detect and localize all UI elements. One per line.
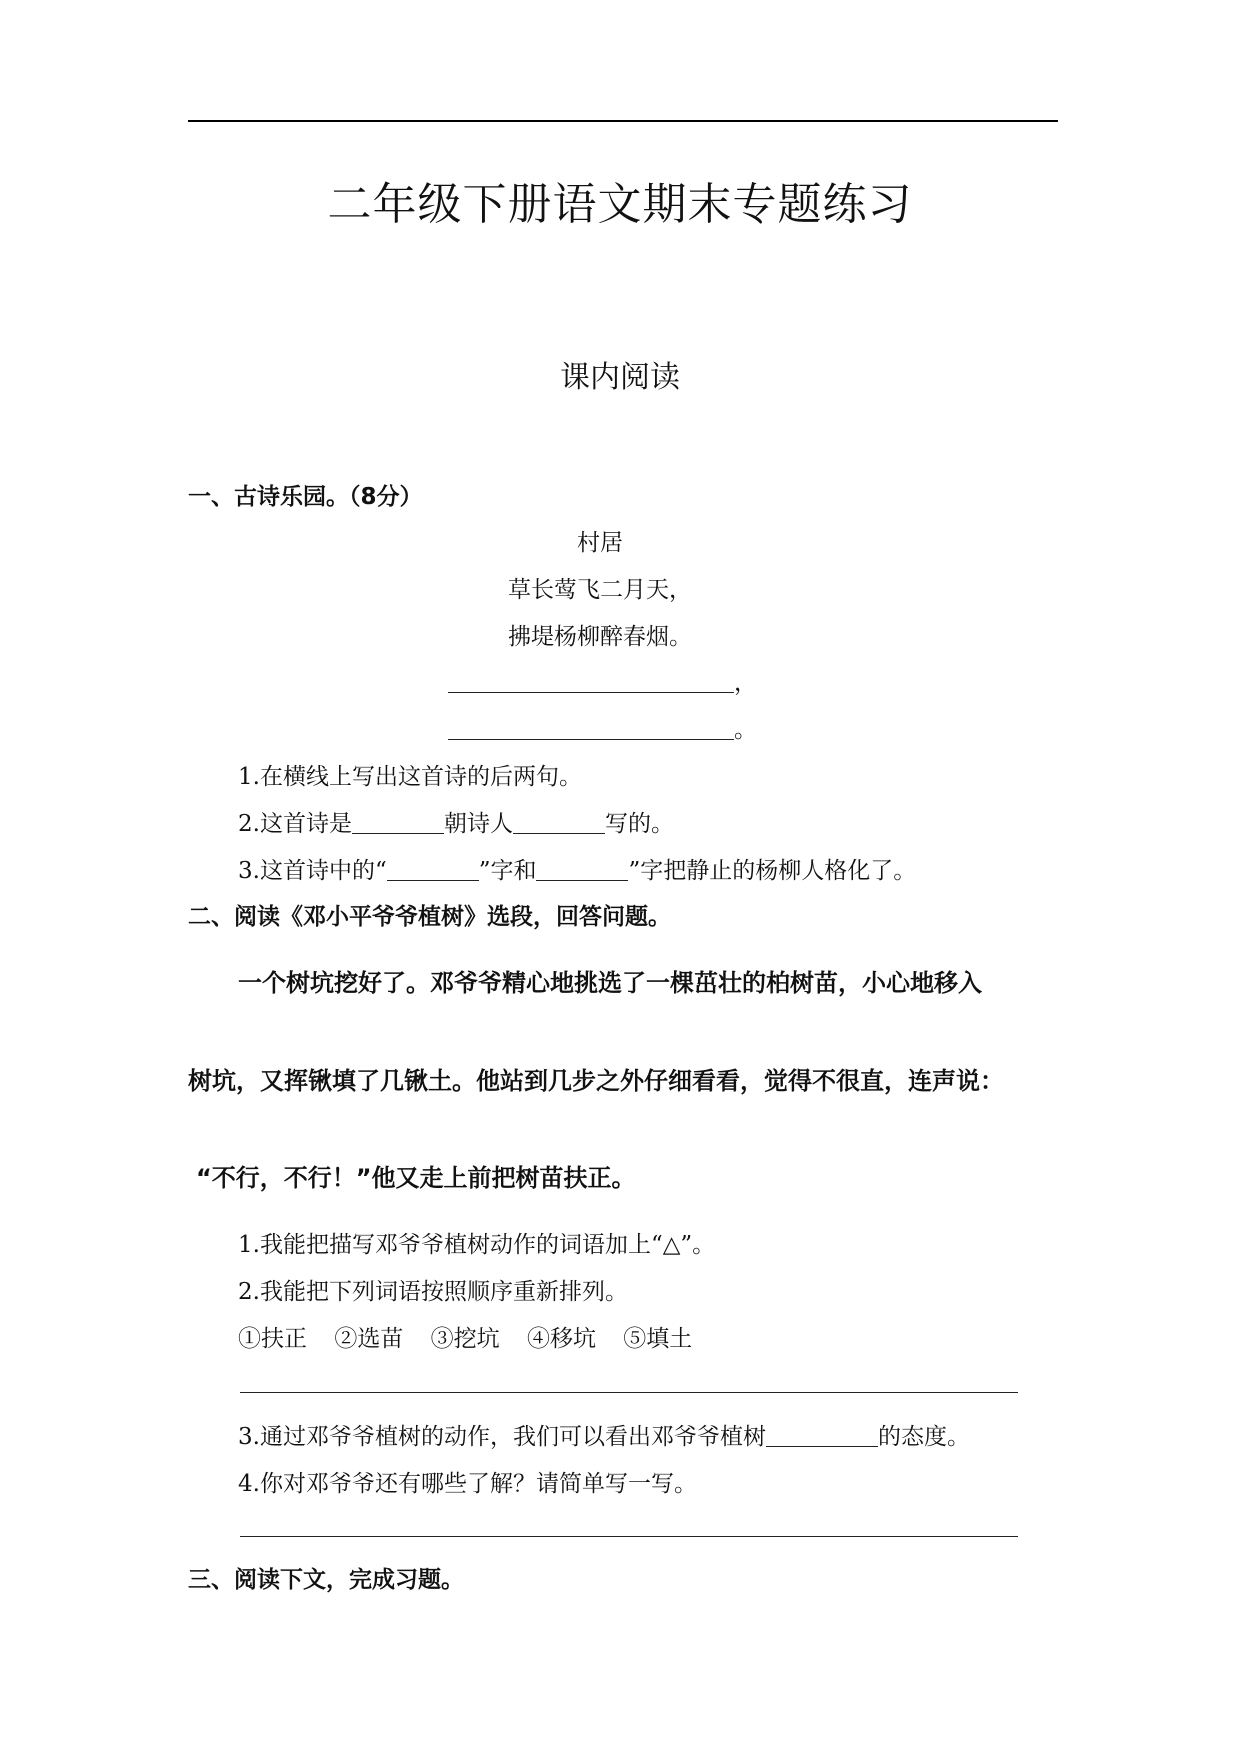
s1-q3-text-c: ”字把静止的杨柳人格化了。 (628, 858, 917, 884)
word-options (238, 1320, 692, 1353)
page-title: 二年级下册语文期末专题练习 (327, 179, 913, 230)
poem-blank-2[interactable] (448, 739, 734, 740)
s1-question-2 (238, 805, 674, 838)
s1-q3-text-a: 3.这首诗中的“ (238, 858, 387, 884)
poem-line-3 (448, 664, 757, 697)
option-4: ④移坑 (526, 1326, 596, 1352)
s1-q2-text-b: 朝诗人 (443, 811, 513, 837)
s1-q2-text-a: 2.这首诗是 (238, 811, 352, 837)
attitude-blank[interactable] (766, 1446, 878, 1447)
poem-blank-1[interactable] (448, 692, 734, 693)
poet-blank[interactable] (513, 833, 605, 834)
passage-line-3: “不行，不行！”他又走上前把树苗扶正。 (196, 1164, 636, 1192)
option-1: ①扶正 (238, 1326, 307, 1352)
poem-title: 村居 (577, 530, 623, 556)
s2-q3-text-a: 3.通过邓爷爷植树的动作，我们可以看出邓爷爷植树 (238, 1424, 766, 1450)
poem-line-2: 拂堤杨柳醉春烟。 (508, 624, 692, 650)
poem-line-1: 草长莺飞二月天， (508, 577, 692, 603)
poem-line-4 (448, 711, 757, 744)
s1-question-1: 1.在横线上写出这首诗的后两句。 (238, 764, 582, 790)
word-blank-2[interactable] (536, 880, 628, 881)
passage-line-2: 树坑，又挥锹填了几锹土。他站到几步之外仔细看看，觉得不很直，连声说： (188, 1067, 1004, 1095)
option-3: ③挖坑 (430, 1326, 500, 1352)
section1-heading: 一、古诗乐园。（8分） (188, 484, 423, 510)
section3-heading: 三、阅读下文，完成习题。 (188, 1567, 464, 1593)
s2-question-3 (238, 1418, 970, 1451)
option-2: ②选苗 (334, 1326, 404, 1352)
passage-line-1: 一个树坑挖好了。邓爷爷精心地挑选了一棵茁壮的柏树苗，小心地移入 (238, 969, 982, 997)
poem-blank-1-punct: ， (734, 670, 757, 696)
word-blank-1[interactable] (387, 880, 479, 881)
section2-heading: 二、阅读《邓小平爷爷植树》选段，回答问题。 (188, 904, 671, 930)
order-answer-line[interactable] (240, 1392, 1018, 1393)
s2-question-1: 1.我能把描写邓爷爷植树动作的词语加上“△”。 (238, 1232, 716, 1258)
dynasty-blank[interactable] (352, 833, 444, 834)
s1-q2-text-c: 写的。 (604, 811, 674, 837)
understanding-answer-line[interactable] (240, 1536, 1018, 1537)
s2-question-4: 4.你对邓爷爷还有哪些了解？请简单写一写。 (238, 1471, 697, 1497)
s2-q3-text-b: 的态度。 (877, 1424, 970, 1450)
s1-question-3 (238, 852, 916, 885)
poem-blank-2-punct: 。 (734, 717, 757, 743)
option-5: ⑤填土 (623, 1326, 693, 1352)
header-rule (188, 120, 1058, 122)
s1-q3-text-b: ”字和 (478, 858, 537, 884)
s2-question-2: 2.我能把下列词语按照顺序重新排列。 (238, 1279, 628, 1305)
section-subtitle: 课内阅读 (560, 360, 680, 395)
